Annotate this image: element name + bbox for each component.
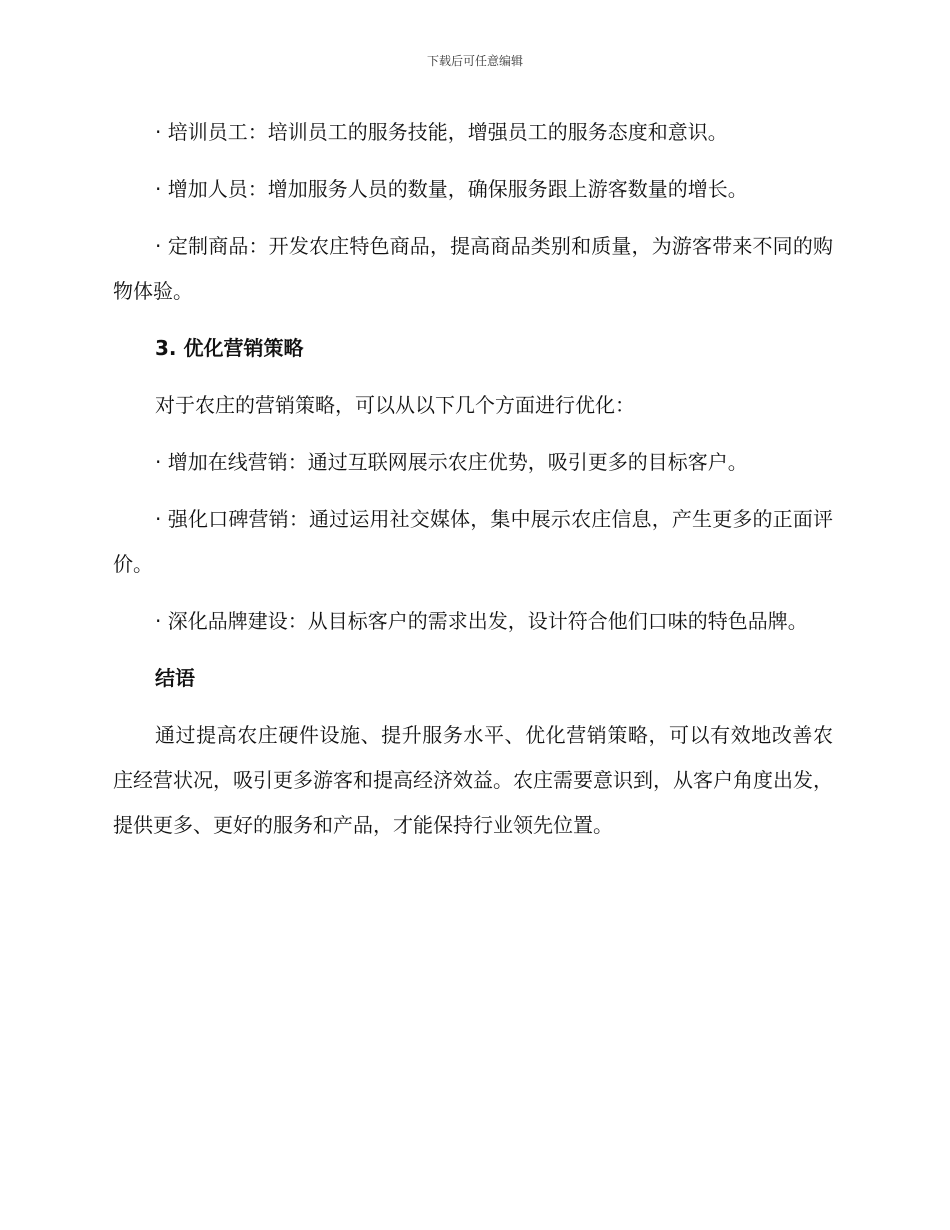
marketing-intro: 对于农庄的营销策略，可以从以下几个方面进行优化： [155,393,635,417]
spacer [113,428,833,440]
document-body [113,110,833,848]
spacer [113,485,833,497]
bullet-add-staff: · 增加人员：增加服务人员的数量，确保服务跟上游客数量的增长。 [155,177,748,201]
section-heading-marketing: 3. 优化营销策略 [155,336,304,360]
spacer [113,155,833,167]
bullet-custom-products: · 定制商品：开发农庄特色商品，提高商品类别和质量，为游客带来不同的购物体验。 [113,234,833,303]
bullet-train-staff: · 培训员工：培训员工的服务技能，增强员工的服务态度和意识。 [155,120,728,144]
page-header: 下载后可任意编辑 [426,54,523,68]
spacer [113,701,833,713]
section-heading-conclusion: 结语 [155,666,195,690]
conclusion-paragraph: 通过提高农庄硬件设施、提升服务水平、优化营销策略，可以有效地改善农庄经营状况，吸引更多游客和提高经济效益。农庄需要意识到，从客户角度出发，提供更多、更好的服务和产品，才能保持行业领先位置。 [113,723,833,837]
spacer [113,371,833,383]
bullet-word-of-mouth: · 强化口碑营销：通过运用社交媒体，集中展示农庄信息，产生更多的正面评价。 [113,507,833,576]
bullet-online-marketing: · 增加在线营销：通过互联网展示农庄优势，吸引更多的目标客户。 [155,450,748,474]
spacer [113,587,833,599]
spacer [113,212,833,224]
bullet-brand-building: · 深化品牌建设：从目标客户的需求出发，设计符合他们口味的特色品牌。 [155,609,808,633]
spacer [113,644,833,656]
spacer [113,314,833,326]
